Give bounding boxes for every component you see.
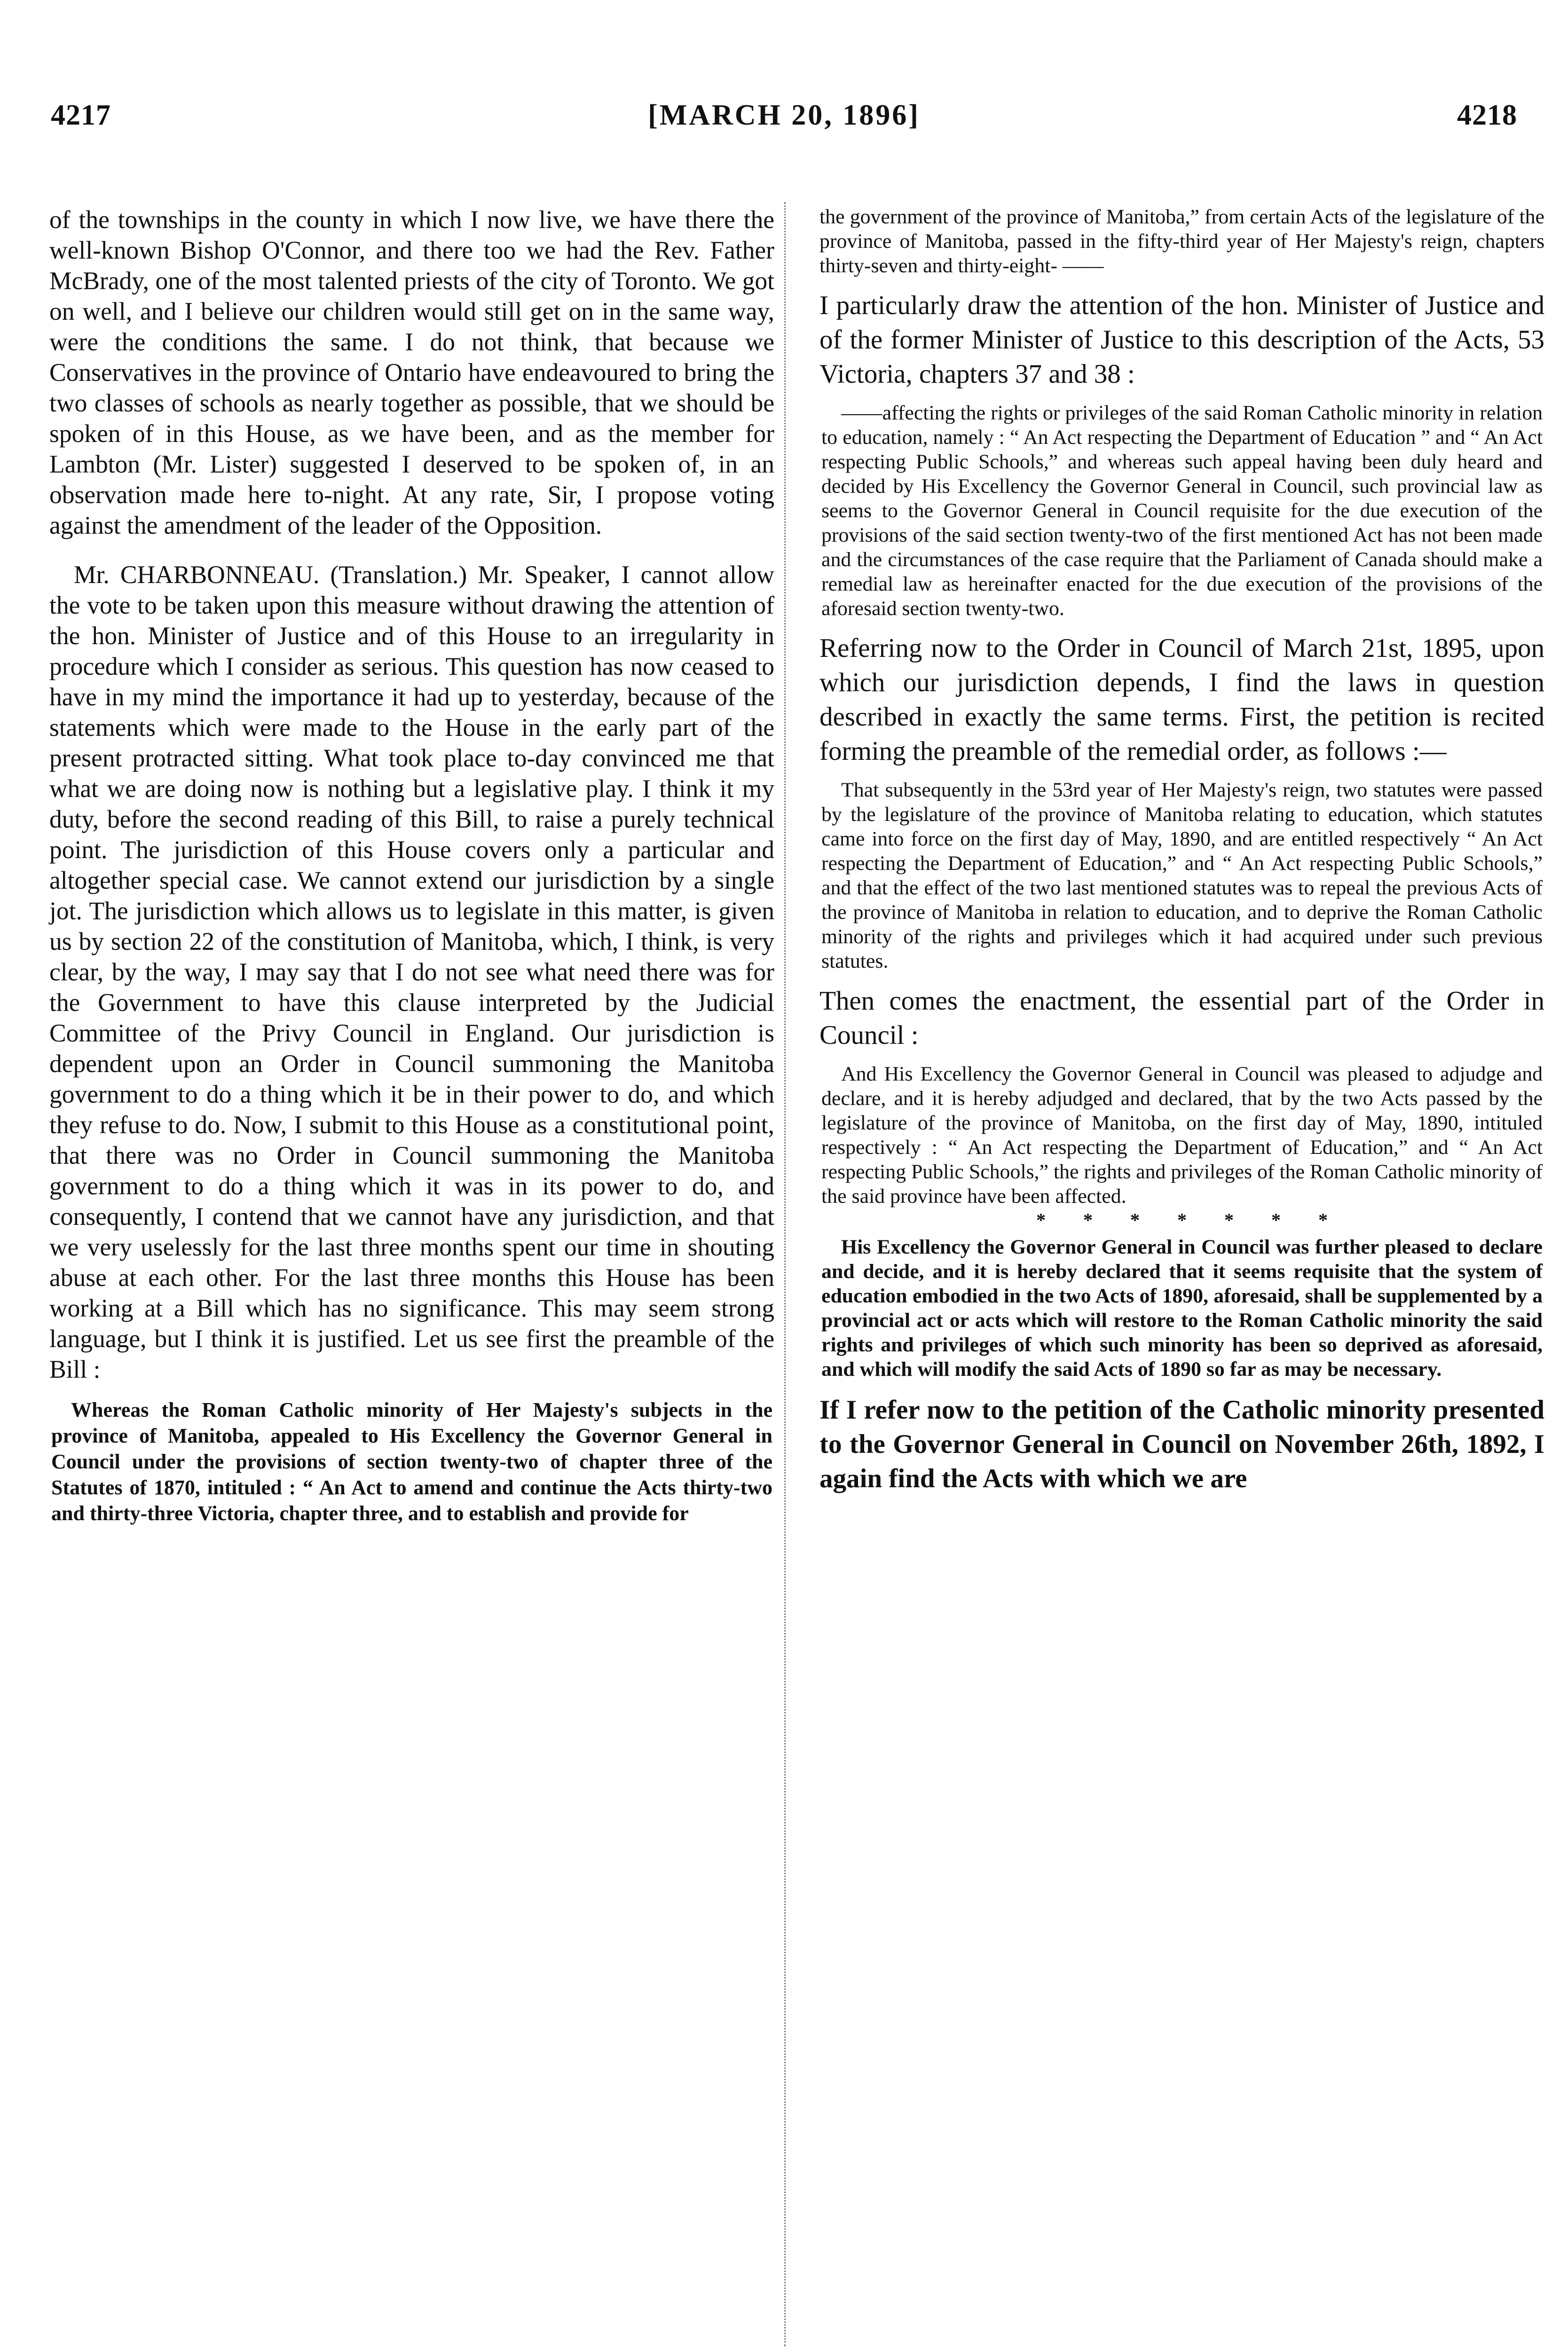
asterisk-separator: * * * * * * *: [1036, 1209, 1328, 1231]
quote-affecting-rights: ——affecting the rights or privileges of the said Roman Catholic minority in relation to education, namely : “ An Act respecting the Department of Education ” and “ An Act respecting Public Schools,” and whereas such appeal having been duly heard and decided by His Excellency the Governor General in Council, such provincial law as seems to the Governor General in Council requisite for the due execution of the provisions of the said section twenty-two of the first mentioned Act has not been made and the circumstances of the case require that the Parliament of Canada should make a remedial law as hereinafter enacted for the due execution of the provisions of the aforesaid section twenty-two.: [821, 402, 1543, 620]
quote-preamble: Whereas the Roman Catholic minority of Her Majesty's subjects in the province of Manitoba, appealed to His Excellency the Governor General in Council under the provisions of section twenty-two of chapter three of the Statutes of 1870, intituled : “ An Act to amend and continue the Acts thirty-two and thirty-three Victoria, chapter three, and to establish and provide for: [51, 1398, 772, 1525]
quote-declare: His Excellency the Governor General in Council was further pleased to declare and decide, and it is hereby declared that it seems requisite that the system of education embodied in the two Acts of 1890, aforesaid, shall be supplemented by a provincial act or acts which will restore to the Roman Catholic minority the said rights and privileges of which such minority has been so deprived as aforesaid, and which will modify the said Acts of 1890 so far as may be necessary.: [821, 1236, 1543, 1381]
page-number-right: 4218: [1457, 99, 1517, 131]
paragraph-attention: I particularly draw the attention of the hon. Minister of Justice and of the former Minister of Justice to this description of the Acts, 53 Victoria, chapters 37 and 38 :: [819, 291, 1544, 389]
quote-statutes: That subsequently in the 53rd year of Her Majesty's reign, two statutes were passed by the legislature of the province of Manitoba relating to education, which statutes came into force on the first day of May, 1890, and are entitled respectively “ An Act respecting the Department of Education,” and “ An Act respecting Public Schools,” and that the effect of the two last mentioned statutes was to repeal the previous Acts of the province of Manitoba in relation to education, and to deprive the Roman Catholic minority of the rights and privileges which it had acquired under such previous statutes.: [821, 779, 1543, 972]
page-date: [MARCH 20, 1896]: [648, 99, 920, 131]
paragraph-enactment: Then comes the enactment, the essential part of the Order in Council :: [819, 986, 1544, 1050]
paragraph-intro: of the townships in the county in which I now live, we have there the well-known Bishop O'Connor, and there too we had the Rev. Father McBrady, one of the most talented priests of the city of Toronto. We got on well, and I believe our children would still get on in the same way, were the conditions the same. I do not think, that because we Conservatives in the province of Ontario have endeavoured to bring the two classes of schools as nearly together as possible, that we should be spoken of in this House, as we have been, and as the member for Lambton (Mr. Lister) suggested I deserved to be spoken of, in an observation made here to-night. At any rate, Sir, I propose voting against the amendment of the leader of the Opposition.: [49, 205, 774, 539]
page-header: [51, 99, 1517, 141]
right-column: [819, 205, 1544, 1496]
column-divider: [784, 202, 786, 2346]
paragraph-petition: If I refer now to the petition of the Catholic minority presented to the Governor General in Council on November 26th, 1892, I again find the Acts with which we are: [819, 1395, 1544, 1493]
paragraph-order-in-council: Referring now to the Order in Council of March 21st, 1895, upon which our jurisdiction depends, I find the laws in question described in exactly the same terms. First, the petition is recited forming the preamble of the remedial order, as follows :—: [819, 633, 1544, 766]
paragraph-charbonneau: Mr. CHARBONNEAU. (Translation.) Mr. Speaker, I cannot allow the vote to be taken upon this measure without drawing the attention of the hon. Minister of Justice and of this House to an irregularity in procedure which I consider as serious. This question has now ceased to have in my mind the importance it had up to yesterday, because of the statements which were made to the House in the early part of the present protracted sitting. What took place to-day convinced me that what we are doing now is nothing but a legislative play. I think it my duty, before the second reading of this Bill, to raise a purely technical point. The jurisdiction of this House covers only a particular and altogether special case. We cannot extend our jurisdiction by a single jot. The jurisdiction which allows us to legislate in this matter, is given us by section 22 of the constitution of Manitoba, which, I think, is very clear, by the way, I may say that I do not see what need there was for the Government to have this clause interpreted by the Judicial Committee of the Privy Council in England. Our jurisdiction is dependent upon an Order in Council summoning the Manitoba government to do a thing which it be in their power to do, and which they refuse to do. Now, I submit to this House as a constitutional point, that there was no Order in Council summoning the Manitoba government to do a thing which it was in its power to do, and consequently, I contend that we cannot have any jurisdiction, and that we very uselessly for the last three months spent our time in shouting abuse at each other. For the last three months this House has been working at a Bill which has no significance. This may seem strong language, but I think it is justified. Let us see first the preamble of the Bill :: [49, 560, 774, 1383]
left-column: [49, 205, 774, 1526]
quote-continuation: the government of the province of Manitoba,” from certain Acts of the legislature of the province of Manitoba, passed in the fifty-third year of Her Majesty's reign, chapters thirty-seven and thirty-eight- ——: [819, 205, 1544, 277]
quote-adjudge: And His Excellency the Governor General in Council was pleased to adjudge and declare, and it is hereby adjudged and declared, that by the two Acts passed by the legislature of the province of Manitoba, on the first day of May, 1890, intituled respectively : “ An Act respecting the Department of Education,” and “ An Act respecting Public Schools,” the rights and privileges of the Roman Catholic minority of the said province have been affected.: [821, 1063, 1543, 1207]
page-number-left: 4217: [51, 99, 111, 131]
